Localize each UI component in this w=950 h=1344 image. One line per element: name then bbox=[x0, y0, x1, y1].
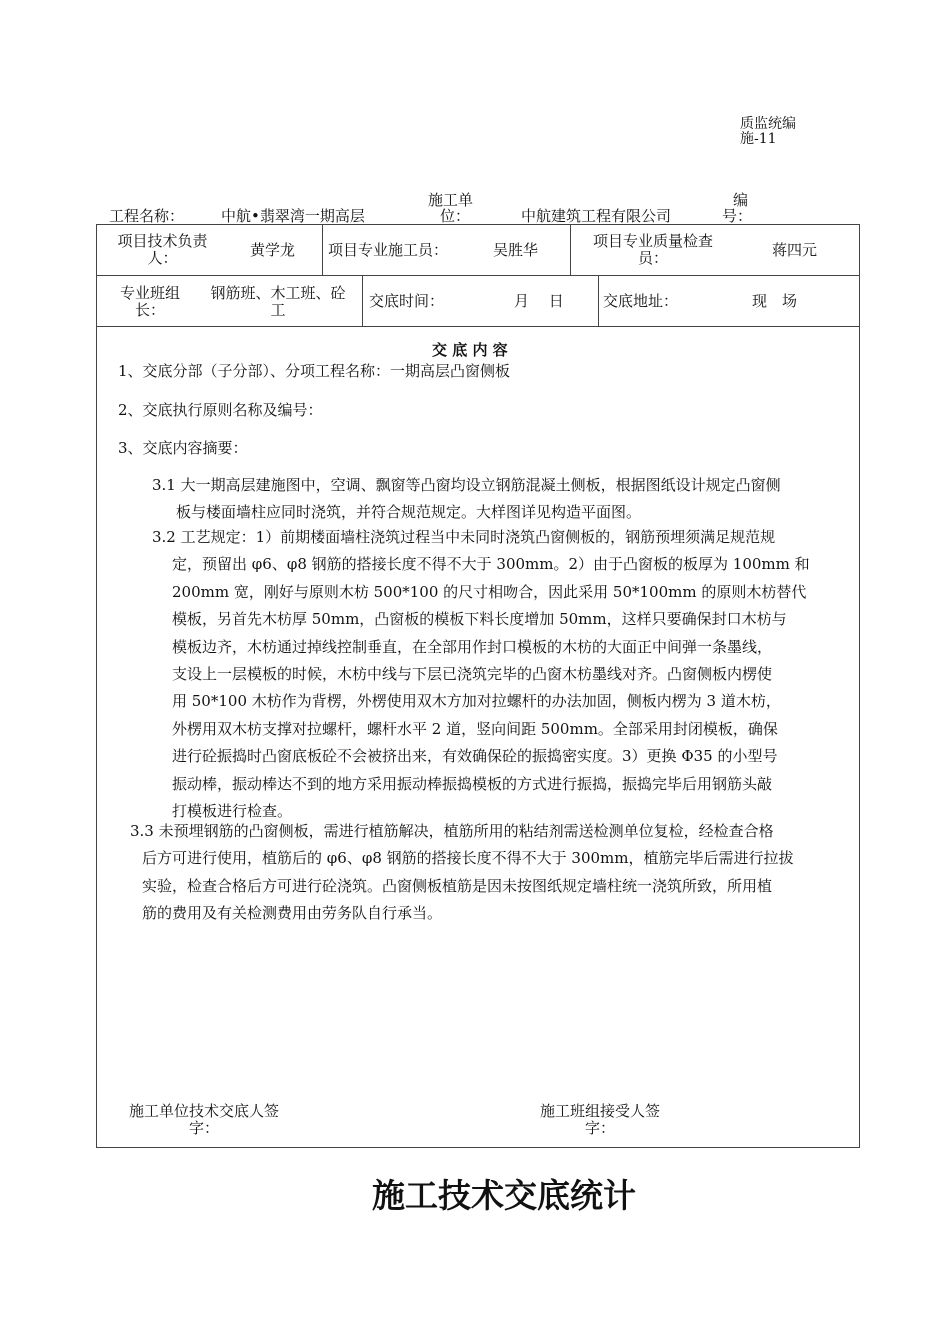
quality-inspector-label: 项目专业质量检查 员： bbox=[592, 232, 713, 267]
project-name-label: 工程名称： bbox=[109, 207, 185, 225]
signature-left: 施工单位技术交底人签 字： bbox=[128, 1102, 279, 1137]
footer-title: 施工技术交底统计 bbox=[372, 1176, 636, 1215]
item-3: 3、交底内容摘要： bbox=[118, 439, 248, 457]
number-label-line1: 编 bbox=[733, 191, 749, 209]
team-value: 钢筋班、木工班、砼 工 bbox=[210, 284, 346, 319]
contractor-value: 中航建筑工程有限公司 bbox=[521, 207, 672, 225]
contractor-label-line2: 位： bbox=[440, 207, 471, 225]
para-3-2: 3.2 工艺规定：1）前期楼面墙柱浇筑过程当中未同时浇筑凸窗侧板的，钢筋预埋须满足规范规 定，预留出 φ6、φ8 钢筋的搭接长度不得不大于 300mm。2）由于凸窗板的板厚为 100mm 和 200mm 宽，刚好与原则木枋 500*100 的尺寸相吻合，因此采用 50*100mm 的原则木枋替代 模板，另首先木枋厚 50mm，凸窗板的模板下料长度增加 50mm，这样只要确保封口木枋与 模板边齐，木枋通过掉线控制垂直，在全部用作封口模板的木枋的大面正中间弹一条墨线， 支设上一层模板的时候，木枋中线与下层已浇筑完毕的凸窗木枋墨线对齐。凸窗侧板内楞使 用 50*100 木枋作为背楞，外楞使用双木方加对拉螺杆的办法加固，侧板内楞为 3 道木枋， 外楞用双木枋支撑对拉螺杆，螺杆水平 2 道，竖向间距 500mm。全部采用封闭模板，确保 进行砼振捣时凸窗底板砼不会被挤出来，有效确保砼的振捣密实度。3）更换 Φ35 的小型号 振动棒，振动棒达不到的地方采用振动棒振捣模板的方式进行振捣，振捣完毕后用钢筋头敲 打模板进行检查。 bbox=[152, 528, 810, 821]
row-divider-2 bbox=[96, 326, 860, 327]
doc-code-line1: 质监统编 bbox=[740, 116, 796, 132]
col-divider-r2a bbox=[362, 275, 363, 326]
item-2: 2、交底执行原则名称及编号： bbox=[118, 401, 323, 419]
quality-inspector-value: 蒋四元 bbox=[772, 241, 818, 259]
project-name-value: 中航•翡翠湾一期高层 bbox=[221, 207, 365, 225]
time-value: 月 日 bbox=[514, 292, 564, 310]
contractor-label-line1: 施工单 bbox=[428, 191, 474, 209]
col-divider-r1b bbox=[570, 224, 571, 275]
tech-lead-value: 黄学龙 bbox=[250, 241, 296, 259]
tech-lead-label: 项目技术负责 人： bbox=[117, 232, 208, 267]
para-3-3: 3.3 未预埋钢筋的凸窗侧板，需进行植筋解决，植筋所用的粘结剂需送检测单位复检，经检查合格 后方可进行使用，植筋后的 φ6、φ8 钢筋的搭接长度不得不大于 300mm，植筋完毕后需进行拉拔 实验，检查合格后方可进行砼浇筑。凸窗侧板植筋是因未按图纸规定墙柱统一浇筑所致，所用植 筋的费用及有关检测费用由劳务队自行承当。 bbox=[130, 822, 794, 923]
para-3-1: 3.1 大一期高层建施图中，空调、飘窗等凸窗均设立钢筋混凝土侧板，根据图纸设计规定凸窗侧 板与楼面墙柱应同时浇筑，并符合规范规定。大样图详见构造平面图。 bbox=[152, 476, 781, 522]
doc-code-line2: 施-11 bbox=[740, 131, 777, 147]
col-divider-r1a bbox=[322, 224, 323, 275]
content-title: 交 底 内 容 bbox=[432, 341, 508, 359]
constructor-value: 吴胜华 bbox=[493, 241, 539, 259]
col-divider-r2b bbox=[598, 275, 599, 326]
place-value: 现 场 bbox=[752, 292, 798, 310]
place-label: 交底地址： bbox=[603, 292, 679, 310]
time-label: 交底时间： bbox=[369, 292, 445, 310]
constructor-label: 项目专业施工员： bbox=[328, 241, 449, 259]
number-label-line2: 号： bbox=[722, 207, 753, 225]
item-1: 1、交底分部（子分部）、分项工程名称：一期高层凸窗侧板 bbox=[118, 362, 511, 380]
row-divider-1 bbox=[96, 275, 860, 276]
signature-right: 施工班组接受人签 字： bbox=[539, 1102, 660, 1137]
team-lead-label: 专业班组 长： bbox=[119, 284, 180, 319]
